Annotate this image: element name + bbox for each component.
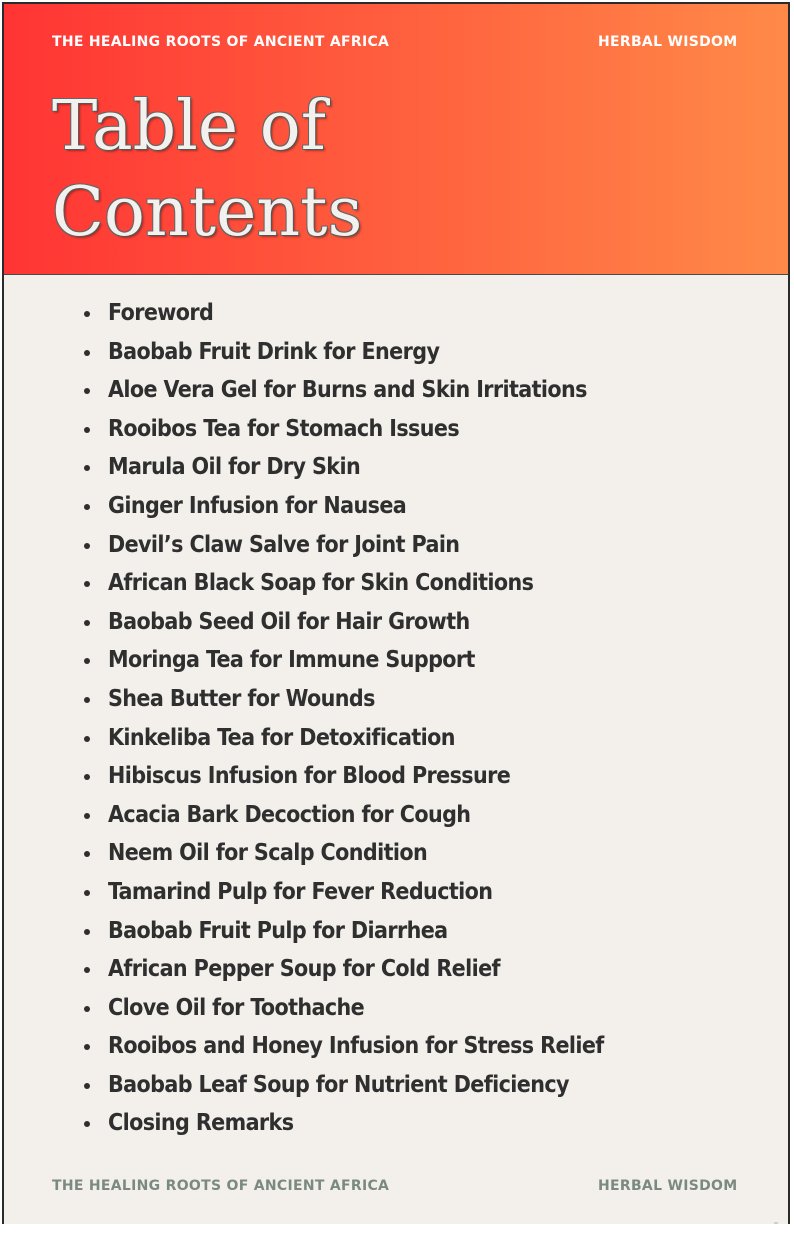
header-running-title: THE HEALING ROOTS OF ANCIENT AFRICA [52, 34, 390, 50]
toc-item-label: Rooibos and Honey Infusion for Stress Relief [108, 1033, 604, 1060]
bullet-icon [84, 736, 90, 742]
toc-item-label: Rooibos Tea for Stomach Issues [108, 415, 460, 442]
toc-item[interactable] [82, 912, 604, 951]
toc-item[interactable] [82, 834, 604, 873]
toc-item[interactable] [82, 873, 604, 912]
toc-item[interactable] [82, 603, 604, 642]
bullet-icon [84, 1083, 90, 1089]
toc-item[interactable] [82, 410, 604, 449]
toc-item[interactable] [82, 950, 604, 989]
toc-item[interactable] [82, 1027, 604, 1066]
toc-item-label: Acacia Bark Decoction for Cough [108, 801, 471, 828]
toc-item[interactable] [82, 448, 604, 487]
bullet-icon [84, 427, 90, 433]
toc-item[interactable] [82, 796, 604, 835]
toc-item-label: Foreword [108, 300, 214, 326]
toc-item-label: Tamarind Pulp for Fever Reduction [108, 878, 493, 905]
bullet-icon [84, 543, 90, 549]
bullet-icon [84, 890, 90, 896]
bullet-icon [84, 1044, 90, 1050]
toc-item[interactable] [82, 719, 604, 758]
toc-item-label: African Black Soap for Skin Conditions [108, 570, 534, 597]
toc-item-label: African Pepper Soup for Cold Relief [108, 956, 500, 983]
toc-item-label: Neem Oil for Scalp Condition [108, 840, 428, 867]
page-title [52, 84, 652, 256]
bullet-icon [84, 350, 90, 356]
toc-item-label: Closing Remarks [108, 1110, 294, 1137]
toc-item[interactable] [82, 371, 604, 410]
bullet-icon [84, 697, 90, 703]
toc-item[interactable] [82, 680, 604, 719]
bullet-icon [84, 465, 90, 471]
toc-item-label: Aloe Vera Gel for Burns and Skin Irritations [108, 377, 587, 404]
header-banner [4, 4, 788, 275]
bullet-icon [84, 658, 90, 664]
table-of-contents-list [82, 294, 604, 1143]
toc-item[interactable] [82, 333, 604, 372]
toc-item[interactable] [82, 1066, 604, 1105]
bullet-icon [84, 620, 90, 626]
toc-item-label: Baobab Fruit Pulp for Diarrhea [108, 917, 448, 944]
bullet-icon [84, 311, 90, 317]
bullet-icon [84, 581, 90, 587]
toc-item-label: Ginger Infusion for Nausea [108, 492, 407, 519]
toc-item[interactable] [82, 487, 604, 526]
bullet-icon [84, 851, 90, 857]
footer-section-label: HERBAL WISDOM [598, 1178, 738, 1194]
toc-item-label: Marula Oil for Dry Skin [108, 454, 361, 481]
bullet-icon [84, 504, 90, 510]
toc-item-label: Clove Oil for Toothache [108, 994, 365, 1021]
header-section-label: HERBAL WISDOM [598, 34, 738, 50]
page-title-line-2: Contents [52, 173, 363, 252]
page-corner-mark [774, 1222, 778, 1224]
footer-running-title: THE HEALING ROOTS OF ANCIENT AFRICA [52, 1178, 390, 1194]
toc-item[interactable] [82, 1104, 604, 1143]
bullet-icon [84, 1121, 90, 1127]
toc-item[interactable] [82, 641, 604, 680]
toc-item-label: Shea Butter for Wounds [108, 685, 375, 712]
page-title-line-1: Table of [52, 87, 326, 166]
bullet-icon [84, 813, 90, 819]
toc-item-label: Baobab Fruit Drink for Energy [108, 338, 440, 365]
toc-item-label: Hibiscus Infusion for Blood Pressure [108, 763, 511, 790]
bullet-icon [84, 774, 90, 780]
toc-item-label: Devil’s Claw Salve for Joint Pain [108, 531, 460, 558]
toc-item-label: Baobab Leaf Soup for Nutrient Deficiency [108, 1071, 569, 1098]
toc-item[interactable] [82, 564, 604, 603]
bullet-icon [84, 1006, 90, 1012]
bullet-icon [84, 929, 90, 935]
bullet-icon [84, 388, 90, 394]
bullet-icon [84, 967, 90, 973]
toc-item-label: Kinkeliba Tea for Detoxification [108, 724, 455, 751]
toc-item-label: Moringa Tea for Immune Support [108, 647, 475, 674]
toc-item[interactable] [82, 989, 604, 1028]
toc-item[interactable] [82, 526, 604, 565]
toc-item[interactable] [82, 757, 604, 796]
toc-item[interactable] [82, 294, 604, 333]
toc-item-label: Baobab Seed Oil for Hair Growth [108, 608, 470, 635]
document-sheet [2, 2, 790, 1224]
